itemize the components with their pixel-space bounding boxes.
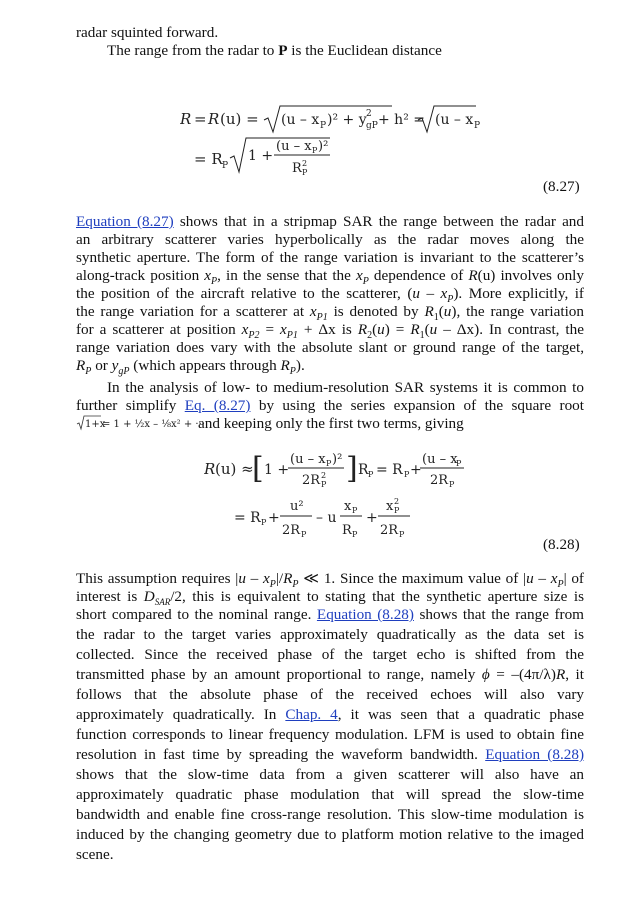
svg-text:x: x — [344, 499, 352, 514]
text-line: $R_P$ or $y_{gP}$ (which appears through $R_P$). — [76, 357, 305, 378]
svg-text:(u – x: (u – x — [281, 112, 320, 128]
svg-text:R: R — [358, 462, 369, 478]
svg-text:= R: = R — [376, 462, 403, 478]
svg-text:)²: )² — [318, 139, 329, 154]
equation-number: (8.27) — [543, 178, 580, 195]
text-line: bandwidth and enable fine cross-range resolution. This slow-time modulation is — [76, 806, 584, 823]
svg-text:= R: = R — [194, 150, 223, 168]
svg-text:P: P — [352, 506, 358, 515]
text-line: radar squinted forward. — [76, 24, 219, 41]
svg-text:2: 2 — [366, 109, 372, 119]
svg-text:= R: = R — [234, 510, 261, 526]
svg-text:P: P — [399, 530, 405, 539]
svg-text:P: P — [456, 459, 462, 468]
svg-text:P: P — [404, 470, 410, 479]
text-line: further simplify Eq. (8.27) by using the series expansion of the square root — [76, 397, 584, 414]
text-line: approximately quadratic phase modulation that will spread the slow-time — [76, 786, 584, 803]
text-line: induced by the changing geometry due to platform motion relative to the imaged — [76, 826, 584, 843]
svg-text:u²: u² — [290, 499, 304, 514]
series-expansion — [76, 413, 206, 433]
text-line: the radar to the target varies approximately quadratically as the data set is — [76, 626, 584, 643]
svg-text:1+x: 1+x — [85, 419, 106, 430]
text-line: scene. — [76, 846, 114, 863]
text-line: follows that the absolute phase of the received echoes will also vary — [76, 686, 584, 703]
text-line: an arbitrary scatterer varies hyperbolically as the radar moves along the — [76, 231, 584, 248]
svg-text:R: R — [180, 110, 192, 128]
svg-text:1 +: 1 + — [264, 462, 290, 478]
equation-8-27 — [180, 98, 480, 178]
svg-text:(u – x: (u – x — [276, 139, 312, 154]
svg-text:P: P — [352, 530, 358, 539]
svg-text:(u) =: (u) = — [220, 110, 259, 128]
text-line: the range variation for a scatterer at $x_{P1}$ is denoted by $R_1(u)$, the range variation — [76, 303, 584, 324]
svg-text:x: x — [386, 499, 394, 514]
text-line: approximately quadratically. In Chap. 4, it was seen that a quadratic phase — [76, 706, 584, 723]
text-line: function corresponds to linear frequency modulation. LFM is used to obtain fine — [76, 726, 584, 743]
svg-text:2: 2 — [321, 471, 327, 480]
text-line: and keeping only the first two terms, giving — [198, 415, 464, 432]
equation-link[interactable]: Equation (8.28) — [485, 746, 585, 763]
svg-text:+: + — [366, 510, 378, 526]
svg-text:P: P — [222, 161, 229, 171]
svg-text:2R: 2R — [380, 523, 399, 538]
svg-text:)² + y: )² + y — [327, 112, 367, 128]
text-line: This assumption requires $|u - x_P|/R_P$ ≪ 1. Since the maximum value of $|u - x_P|$ of — [76, 570, 584, 591]
equation-link[interactable]: Eq. (8.27) — [184, 397, 251, 414]
text-line: transmitted phase by an amount proportional to range, namely ϕ = –(4π/λ)R, it — [76, 666, 584, 683]
svg-text:P: P — [368, 470, 374, 479]
svg-text:+: + — [410, 462, 422, 478]
text-line: Equation (8.27) shows that in a stripmap SAR the range between the radar and — [76, 213, 584, 230]
svg-text:P: P — [321, 480, 327, 489]
svg-text:P: P — [394, 506, 400, 515]
equation-number: (8.28) — [543, 536, 580, 553]
svg-text:R: R — [342, 523, 352, 538]
text-line: along-track position $x_P$, in the sense that the $x_P$ dependence of R(u) involves only — [76, 267, 584, 288]
svg-text:2R: 2R — [302, 473, 321, 488]
svg-text:2: 2 — [302, 159, 308, 168]
svg-text:P: P — [312, 146, 318, 155]
svg-text:– u: – u — [316, 510, 337, 526]
svg-text:]: ] — [346, 451, 358, 486]
equation-link[interactable]: Equation (8.27) — [76, 213, 174, 230]
svg-text:+: + — [268, 510, 280, 526]
chapter-link[interactable]: Chap. 4 — [285, 706, 338, 723]
svg-text:P: P — [302, 168, 308, 177]
text-line: collected. Since the received phase of the target echo is shifted from the — [76, 646, 584, 663]
svg-text:R: R — [292, 161, 302, 176]
svg-text:P: P — [449, 480, 455, 489]
svg-text:R: R — [208, 110, 220, 128]
text-line: the position of the aircraft relative to the scatterer, $(u - x_P)$. More explicitly, if — [76, 285, 584, 306]
svg-text:(u – x: (u – x — [435, 112, 474, 128]
svg-text:(u – x: (u – x — [290, 452, 326, 467]
svg-text:(u) ≈: (u) ≈ — [215, 460, 254, 478]
svg-text:R: R — [204, 460, 216, 478]
equation-8-28 — [204, 446, 464, 542]
svg-text:(u – x: (u – x — [422, 452, 458, 467]
text-line: range variation does vary with the absolute slant or ground range of the target, — [76, 339, 584, 356]
svg-text:P: P — [320, 121, 327, 131]
svg-text:=: = — [194, 110, 207, 128]
svg-text:2: 2 — [394, 497, 400, 506]
equation-link[interactable]: Equation (8.28) — [316, 606, 414, 623]
svg-text:1 +: 1 + — [248, 148, 274, 164]
text-line: interest is $D_{SAR}/2$, this is equivalent to stating that the synthetic aperture size is — [76, 588, 584, 608]
text-line: resolution in fast time by spreading the waveform bandwidth. Equation (8.28) — [76, 746, 585, 763]
svg-text:[: [ — [252, 451, 264, 486]
svg-text:2R: 2R — [282, 523, 301, 538]
svg-text:P: P — [474, 121, 480, 131]
text-line: synthetic aperture. The form of the range variation is invariant to the scatterer’s — [76, 249, 584, 266]
svg-text:gP: gP — [366, 121, 378, 131]
svg-text:)²: )² — [332, 452, 343, 467]
text-line: short compared to the nominal range. Equation (8.28) shows that the range from — [76, 606, 585, 623]
svg-text:P: P — [261, 518, 267, 527]
svg-text:P: P — [301, 530, 307, 539]
text-line: for a scatterer at position $x_{P2} = x_{P1} + \Delta x$ is $R_2(u) = R_1(u - \Delta x)$. In contrast, the — [76, 321, 584, 342]
svg-text:+ h² =: + h² = — [378, 112, 425, 128]
svg-text:2R: 2R — [430, 473, 449, 488]
text-line: The range from the radar to P is the Euclidean distance — [107, 42, 442, 59]
text-line: shows that the slow-time data from a given scatterer will also have an — [76, 766, 584, 783]
svg-text:= 1 + ½x – ⅛x² + ···: = 1 + ½x – ⅛x² + ··· — [102, 419, 205, 430]
svg-text:P: P — [326, 459, 332, 468]
text-line: In the analysis of low- to medium-resolution SAR systems it is common to — [107, 379, 584, 396]
